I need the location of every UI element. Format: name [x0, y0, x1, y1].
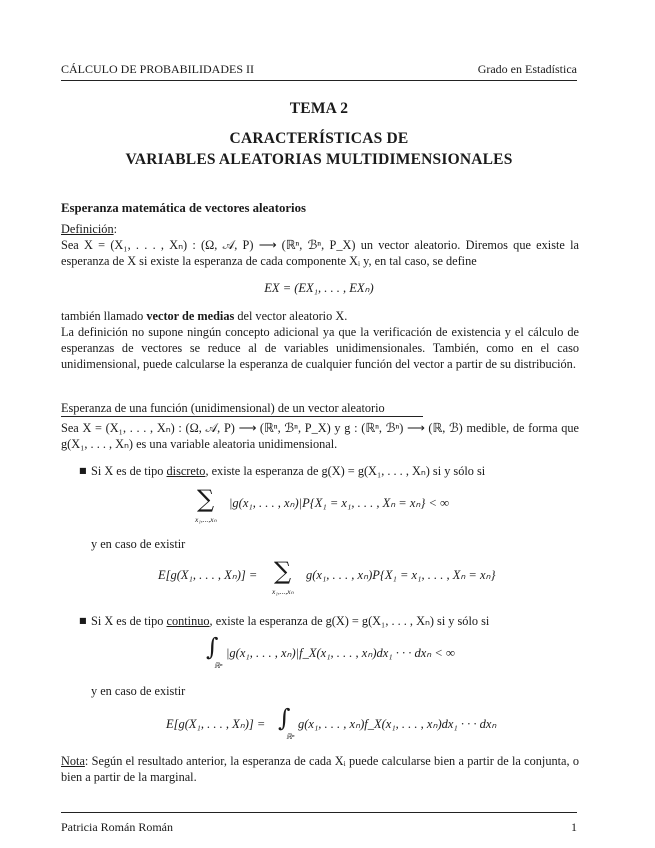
note-text: : Según el resultado anterior, la esperanza de cada Xᵢ puede calcularse bien a partir de la conjunta, o bien a partir de la marginal. — [61, 754, 579, 784]
section2-paragraph: Sea X = (X₁, . . . , Xₙ) : (Ω, 𝒜, P) ⟶ (ℝⁿ, ℬⁿ, P_X) y g : (ℝⁿ, ℬⁿ) ⟶ (ℝ, ℬ) medible, de forma que g(X₁, . . . , Xₙ) es una variable aleatoria unidimensional. — [61, 421, 579, 451]
p2-pre: también llamado — [61, 309, 147, 323]
definition-label — [61, 221, 579, 237]
formula-continuous-condition — [206, 633, 606, 675]
sum-subscript: x₁,...,xₙ — [195, 515, 217, 524]
existence-text-1: y en caso de existir — [91, 537, 186, 551]
bullet-discrete: ■ — [79, 466, 87, 475]
formula-discrete-expectation — [158, 557, 578, 599]
existence-text-2: y en caso de existir — [91, 684, 186, 698]
main-title-line1: CARACTERÍSTICAS DE — [229, 130, 409, 147]
p2-bold-term: vector de medias — [146, 309, 235, 323]
continuous-condition-expression: |g(x₁, . . . , xₙ)|f_X(x₁, . . . , xₙ)dx₁ · · · dxₙ < ∞ — [226, 646, 455, 660]
mean-vector-sentence — [61, 308, 579, 324]
section2-heading — [61, 400, 385, 416]
definition-label-text: Definición — [61, 222, 114, 236]
continuous-expectation-rhs: g(x₁, . . . , xₙ)f_X(x₁, . . . , xₙ)dx₁ · · · dxₙ — [298, 717, 497, 731]
p2-post: del vector aleatorio X. — [234, 309, 348, 323]
discrete-expectation-rhs: g(x₁, . . . , xₙ)P{X₁ = x₁, . . . , Xₙ = xₙ} — [306, 568, 496, 582]
definition-paragraph: Sea X = (X₁, . . . , Xₙ) : (Ω, 𝒜, P) ⟶ (ℝⁿ, ℬⁿ, P_X) un vector aleatorio. Diremos que existe la esperanza de X si existe la esperanza de cada componente Xᵢ y, en tal caso, se define — [61, 238, 579, 268]
sum-symbol: ∑ — [274, 557, 292, 585]
continuous-expectation-lhs: E[g(X₁, . . . , Xₙ)] = — [166, 717, 266, 731]
integral-symbol: ∫ — [278, 704, 291, 732]
bullet1-pre: Si X es de tipo — [91, 464, 167, 478]
bullet1-post: , existe la esperanza de g(X) = g(X₁, . . . , Xₙ) si y sólo si — [205, 464, 486, 478]
integral-symbol: ∫ — [206, 633, 219, 661]
discrete-condition-expression: |g(x₁, . . . , xₙ)|P{X₁ = x₁, . . . , Xₙ = xₙ} < ∞ — [229, 496, 449, 510]
section2-rule — [61, 416, 423, 417]
section2-heading-text: Esperanza de una función (unidimensional) de un vector aleatorio — [61, 401, 385, 415]
bullet2-pre: Si X es de tipo — [91, 614, 167, 628]
continuous-condition-text — [91, 613, 579, 629]
discrete-expectation-lhs: E[g(X₁, . . . , Xₙ)] = — [158, 568, 258, 582]
tema-title: TEMA 2 — [289, 100, 349, 117]
note-label: Nota — [61, 754, 85, 768]
sum-subscript: x₁,...,xₙ — [272, 587, 294, 596]
formula-continuous-expectation — [166, 704, 586, 746]
header-course: CÁLCULO DE PROBABILIDADES II — [61, 62, 254, 76]
bullet-continuous: ■ — [79, 616, 87, 625]
bullet2-post: , existe la esperanza de g(X) = g(X₁, . . . , Xₙ) si y sólo si — [209, 614, 490, 628]
definition-remark-paragraph: La definición no supone ningún concepto adicional ya que la verificación de existencia y el cálculo de esperanzas de vectores se reduce al de variables unidimensionales. También, como en el caso unidimensional, puede calcularse la esperanza de cualquier función del vector a partir de su distribución. — [61, 325, 579, 371]
integral-subscript: ℝⁿ — [286, 732, 295, 741]
header-degree: Grado en Estadística — [477, 62, 577, 76]
bullet2-underlined: continuo — [166, 614, 210, 628]
sum-symbol: ∑ — [197, 485, 215, 513]
page-number: 1 — [571, 820, 577, 834]
discrete-condition-text — [91, 463, 579, 479]
formula-discrete-condition — [195, 485, 595, 527]
main-title-line2: VARIABLES ALEATORIAS MULTIDIMENSIONALES — [125, 151, 513, 168]
bullet1-underlined: discreto — [166, 464, 206, 478]
section1-heading: Esperanza matemática de vectores aleatorios — [61, 201, 306, 215]
footer-author: Patricia Román Román — [61, 820, 173, 834]
note-paragraph — [61, 753, 579, 785]
footer-rule — [61, 812, 577, 813]
mean-vector-formula: EX = (EX₁, . . . , EXₙ) — [264, 281, 374, 295]
integral-subscript: ℝⁿ — [214, 661, 223, 670]
definition-colon: : — [113, 222, 118, 236]
header-rule — [61, 80, 577, 81]
